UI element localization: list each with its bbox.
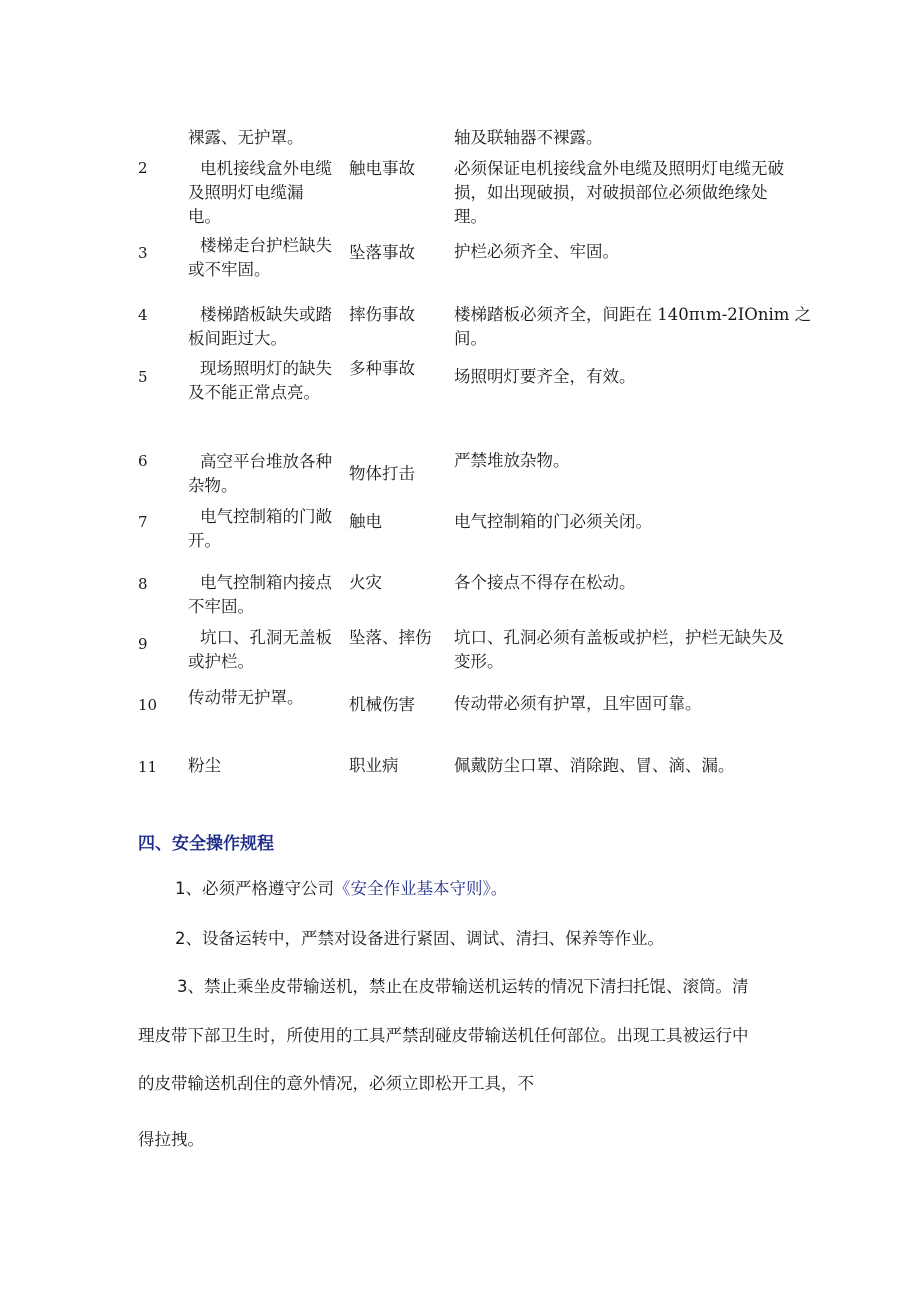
table-cell-number: 9 — [138, 635, 148, 653]
table-cell-hazard: 坑口、孔洞无盖板 — [200, 628, 332, 647]
table-cell-measure: 间。 — [454, 329, 487, 348]
rules-reference-link[interactable]: 《安全作业基本守则》。 — [334, 879, 508, 898]
table-cell-number: 11 — [138, 758, 158, 776]
table-cell-accident: 火灾 — [349, 573, 382, 592]
table-cell-measure: 损，如出现破损，对破损部位必须做绝缘处 — [454, 183, 768, 202]
table-cell-hazard: 楼梯踏板缺失或踏 — [200, 305, 332, 324]
table-cell-measure: 传动带必须有护罩，且牢固可靠。 — [454, 694, 702, 713]
table-cell-hazard: 及照明灯电缆漏 — [188, 183, 304, 202]
table-cell-hazard: 现场照明灯的缺失 — [200, 359, 332, 378]
paragraph-1 — [175, 877, 507, 901]
table-cell-measure: 各个接点不得存在松动。 — [454, 573, 636, 592]
table-cell-hazard: 电机接线盒外电缆 — [200, 159, 332, 178]
table-cell-number: 4 — [138, 306, 148, 324]
table-cell-hazard: 不牢固。 — [188, 597, 254, 616]
paragraph-3-line: 得拉拽。 — [138, 1130, 204, 1149]
table-cell-hazard: 电气控制箱的门敞 — [200, 507, 332, 526]
table-cell-number: 2 — [138, 159, 148, 177]
table-cell-measure: 严禁堆放杂物。 — [454, 451, 570, 470]
table-cell-measure: 坑口、孔洞必须有盖板或护栏，护栏无缺失及 — [454, 628, 784, 647]
table-cell-hazard: 及不能正常点亮。 — [188, 383, 320, 402]
table-cell-number: 3 — [138, 244, 148, 262]
section-heading: 四、安全操作规程 — [138, 834, 274, 854]
table-cell-measure: 护栏必须齐全、牢固。 — [454, 242, 619, 261]
table-cell-hazard: 电。 — [188, 207, 221, 226]
table-cell-hazard: 高空平台堆放各种 — [200, 452, 332, 471]
table-cell-hazard: 开。 — [188, 531, 221, 550]
table-cell-accident: 触电 — [349, 512, 382, 531]
table-cell-hazard: 板间距过大。 — [188, 329, 287, 348]
table-cell-hazard: 楼梯走台护栏缺失 — [200, 236, 332, 255]
paragraph-3-line: 3、禁止乘坐皮带输送机，禁止在皮带输送机运转的情况下清扫托馄、滚筒。清 — [177, 977, 749, 996]
paragraph-3-line: 的皮带输送机刮住的意外情况，必须立即松开工具，不 — [138, 1074, 534, 1093]
table-cell-measure: 佩戴防尘口罩、消除跑、冒、滴、漏。 — [454, 756, 735, 775]
paragraph-3-line: 理皮带下部卫生时，所使用的工具严禁刮碰皮带输送机任何部位。出现工具被运行中 — [138, 1026, 749, 1045]
table-cell-accident: 摔伤事故 — [349, 305, 415, 324]
table-cell-measure: 场照明灯要齐全，有效。 — [454, 367, 636, 386]
paragraph-1-text: 1、必须严格遵守公司 — [175, 879, 334, 898]
paragraph-2: 2、设备运转中，严禁对设备进行紧固、调试、清扫、保养等作业。 — [175, 929, 664, 948]
table-cell-number: 5 — [138, 368, 148, 386]
table-cell-measure: 变形。 — [454, 652, 504, 671]
table-cell-hazard: 杂物。 — [188, 476, 238, 495]
table-cell-accident: 坠落事故 — [349, 243, 415, 262]
table-cell-accident: 物体打击 — [349, 464, 415, 483]
table-cell-hazard: 裸露、无护罩。 — [188, 128, 304, 147]
table-cell-hazard: 电气控制箱内接点 — [200, 573, 332, 592]
table-cell-measure: 理。 — [454, 207, 487, 226]
table-cell-measure: 楼梯踏板必须齐全，间距在 140πιm-2IOnim 之 — [454, 305, 812, 324]
table-cell-number: 6 — [138, 452, 148, 470]
table-cell-hazard: 粉尘 — [188, 756, 221, 775]
table-cell-accident: 触电事故 — [349, 159, 415, 178]
table-cell-hazard: 传动带无护罩。 — [188, 688, 304, 707]
table-cell-accident: 机械伤害 — [349, 695, 415, 714]
table-cell-measure: 轴及联轴器不裸露。 — [454, 128, 603, 147]
table-cell-hazard: 或不牢固。 — [188, 260, 271, 279]
table-cell-measure: 电气控制箱的门必须关闭。 — [454, 512, 652, 531]
table-cell-accident: 职业病 — [349, 756, 399, 775]
table-cell-accident: 多种事故 — [349, 359, 415, 378]
table-cell-measure: 必须保证电机接线盒外电缆及照明灯电缆无破 — [454, 159, 784, 178]
table-cell-number: 10 — [138, 696, 158, 714]
table-cell-accident: 坠落、摔伤 — [349, 628, 432, 647]
table-cell-number: 7 — [138, 513, 148, 531]
table-cell-number: 8 — [138, 575, 148, 593]
table-cell-hazard: 或护栏。 — [188, 652, 254, 671]
